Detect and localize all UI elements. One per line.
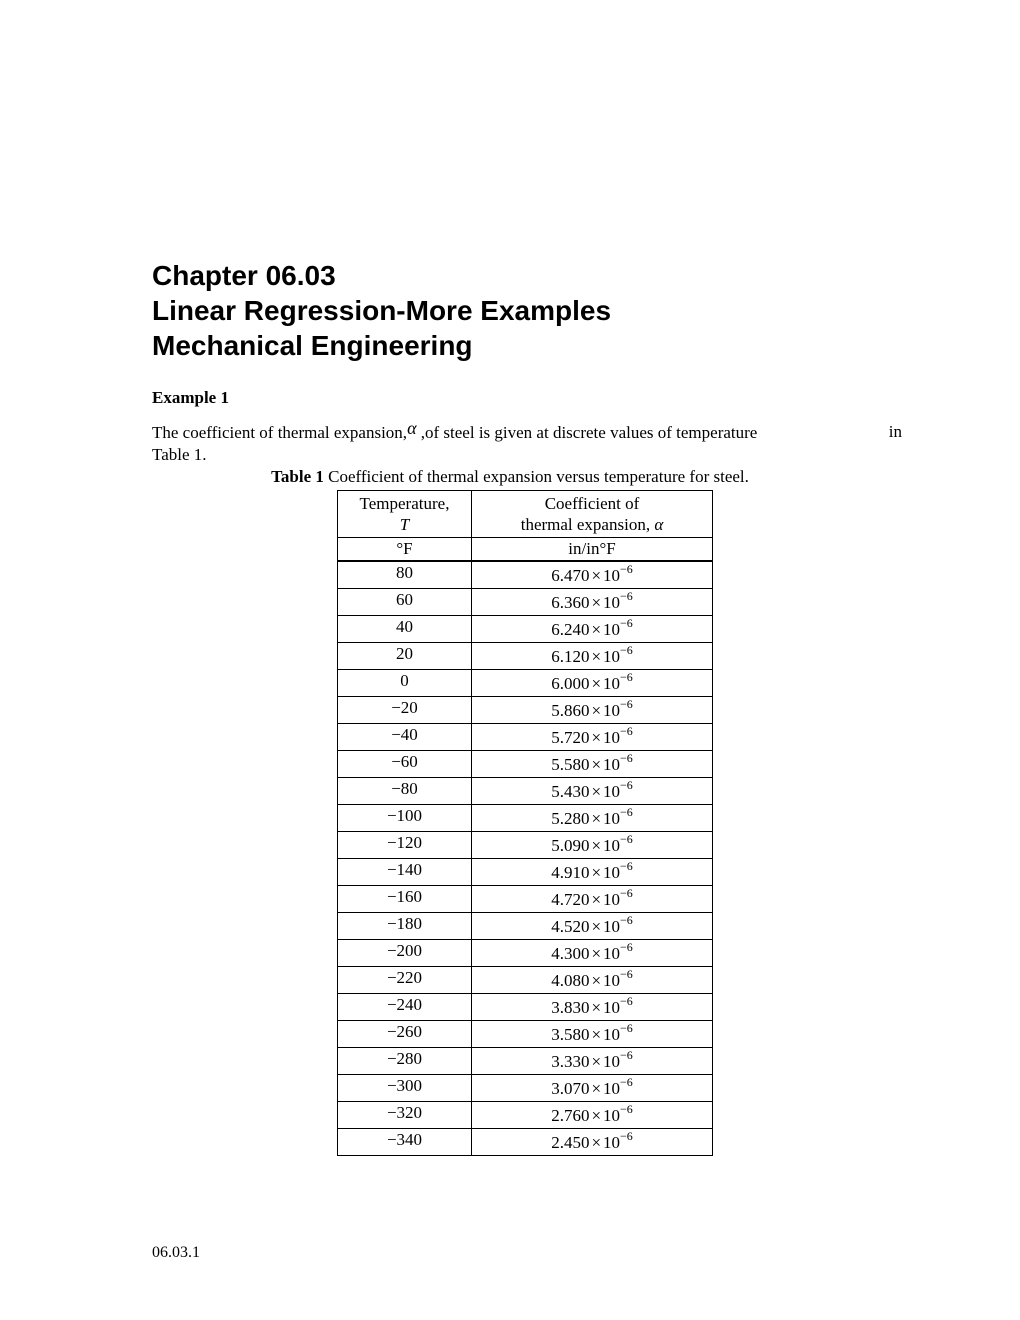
table-row — [338, 778, 713, 805]
coefficient-cell: $6.240 \times 10^{-6}$ — [472, 616, 713, 643]
table-row — [338, 832, 713, 859]
example-heading: Example 1 — [152, 388, 229, 407]
table-row — [338, 643, 713, 670]
temperature-cell: −120 — [338, 832, 472, 859]
coefficient-cell: $4.910 \times 10^{-6}$ — [472, 859, 713, 886]
temperature-cell: −240 — [338, 994, 472, 1021]
coefficient-cell: $3.580 \times 10^{-6}$ — [472, 1021, 713, 1048]
coefficient-cell: $5.720 \times 10^{-6}$ — [472, 724, 713, 751]
chapter-subtitle: Mechanical Engineering — [152, 330, 473, 361]
temperature-cell: −60 — [338, 751, 472, 778]
temperature-cell: −20 — [338, 697, 472, 724]
table-row — [338, 886, 713, 913]
table-row — [338, 940, 713, 967]
coefficient-cell: $5.280 \times 10^{-6}$ — [472, 805, 713, 832]
table-row — [338, 805, 713, 832]
table-row — [338, 670, 713, 697]
temperature-cell: 0 — [338, 670, 472, 697]
table-row — [338, 697, 713, 724]
table-row — [338, 724, 713, 751]
alpha-symbol: α — [407, 418, 417, 438]
table-row — [338, 1075, 713, 1102]
table-row — [338, 616, 713, 643]
temperature-cell: −200 — [338, 940, 472, 967]
coefficient-cell: $5.090 \times 10^{-6}$ — [472, 832, 713, 859]
temperature-cell: −140 — [338, 859, 472, 886]
temperature-cell: −280 — [338, 1048, 472, 1075]
temperature-cell: −300 — [338, 1075, 472, 1102]
paragraph-line-1 — [152, 418, 902, 444]
temperature-cell: −160 — [338, 886, 472, 913]
table-row — [338, 967, 713, 994]
table-row — [338, 1129, 713, 1156]
chapter-title-block — [152, 258, 852, 363]
coefficient-cell: $2.760 \times 10^{-6}$ — [472, 1102, 713, 1129]
coefficient-cell: $5.430 \times 10^{-6}$ — [472, 778, 713, 805]
temperature-cell: −100 — [338, 805, 472, 832]
coefficient-cell: $4.080 \times 10^{-6}$ — [472, 967, 713, 994]
coefficient-cell: $2.450 \times 10^{-6}$ — [472, 1129, 713, 1156]
temperature-cell: 20 — [338, 643, 472, 670]
table-units-row — [338, 538, 713, 562]
coefficient-cell: $4.720 \times 10^{-6}$ — [472, 886, 713, 913]
table-row — [338, 1102, 713, 1129]
table-header-row — [338, 491, 713, 538]
unit-temperature: °F — [338, 538, 472, 562]
paragraph-text-2: ,of steel is given at discrete values of temperature — [420, 423, 758, 442]
paragraph-text-1: The coefficient of thermal expansion, — [152, 423, 408, 442]
coefficient-cell: $6.360 \times 10^{-6}$ — [472, 589, 713, 616]
data-table — [337, 490, 713, 1156]
coefficient-cell: $3.070 \times 10^{-6}$ — [472, 1075, 713, 1102]
table-row — [338, 589, 713, 616]
chapter-number: Chapter 06.03 — [152, 260, 336, 291]
table-row — [338, 1021, 713, 1048]
table-row — [338, 859, 713, 886]
unit-coefficient: in/in°F — [472, 538, 713, 562]
coefficient-cell: $6.470 \times 10^{-6}$ — [472, 561, 713, 589]
temperature-cell: −320 — [338, 1102, 472, 1129]
table-row — [338, 561, 713, 589]
table-row — [338, 751, 713, 778]
temperature-cell: −220 — [338, 967, 472, 994]
temperature-cell: 60 — [338, 589, 472, 616]
header-temperature: Temperature, T — [338, 491, 472, 538]
temperature-cell: 40 — [338, 616, 472, 643]
temperature-cell: −340 — [338, 1129, 472, 1156]
table-caption-text: Coefficient of thermal expansion versus temperature for steel. — [328, 467, 749, 486]
coefficient-cell: $5.580 \times 10^{-6}$ — [472, 751, 713, 778]
table-caption — [0, 467, 1020, 487]
temperature-cell: 80 — [338, 561, 472, 589]
coefficient-cell: $6.000 \times 10^{-6}$ — [472, 670, 713, 697]
temperature-cell: −180 — [338, 913, 472, 940]
chapter-title: Linear Regression-More Examples — [152, 295, 612, 326]
coefficient-cell: $3.330 \times 10^{-6}$ — [472, 1048, 713, 1075]
coefficient-cell: $4.300 \times 10^{-6}$ — [472, 940, 713, 967]
coefficient-cell: $6.120 \times 10^{-6}$ — [472, 643, 713, 670]
temperature-cell: −260 — [338, 1021, 472, 1048]
paragraph-text-3: in — [888, 422, 902, 441]
page-number: 06.03.1 — [152, 1244, 200, 1261]
table-row — [338, 994, 713, 1021]
table-row — [338, 1048, 713, 1075]
problem-paragraph — [152, 418, 902, 466]
coefficient-cell: $5.860 \times 10^{-6}$ — [472, 697, 713, 724]
coefficient-cell: $4.520 \times 10^{-6}$ — [472, 913, 713, 940]
coefficient-cell: $3.830 \times 10^{-6}$ — [472, 994, 713, 1021]
temperature-cell: −40 — [338, 724, 472, 751]
table-row — [338, 913, 713, 940]
header-coefficient: Coefficient of thermal expansion, α — [472, 491, 713, 538]
table-caption-label: Table 1 — [271, 467, 324, 486]
temperature-cell: −80 — [338, 778, 472, 805]
paragraph-line-2: Table 1. — [152, 445, 207, 464]
